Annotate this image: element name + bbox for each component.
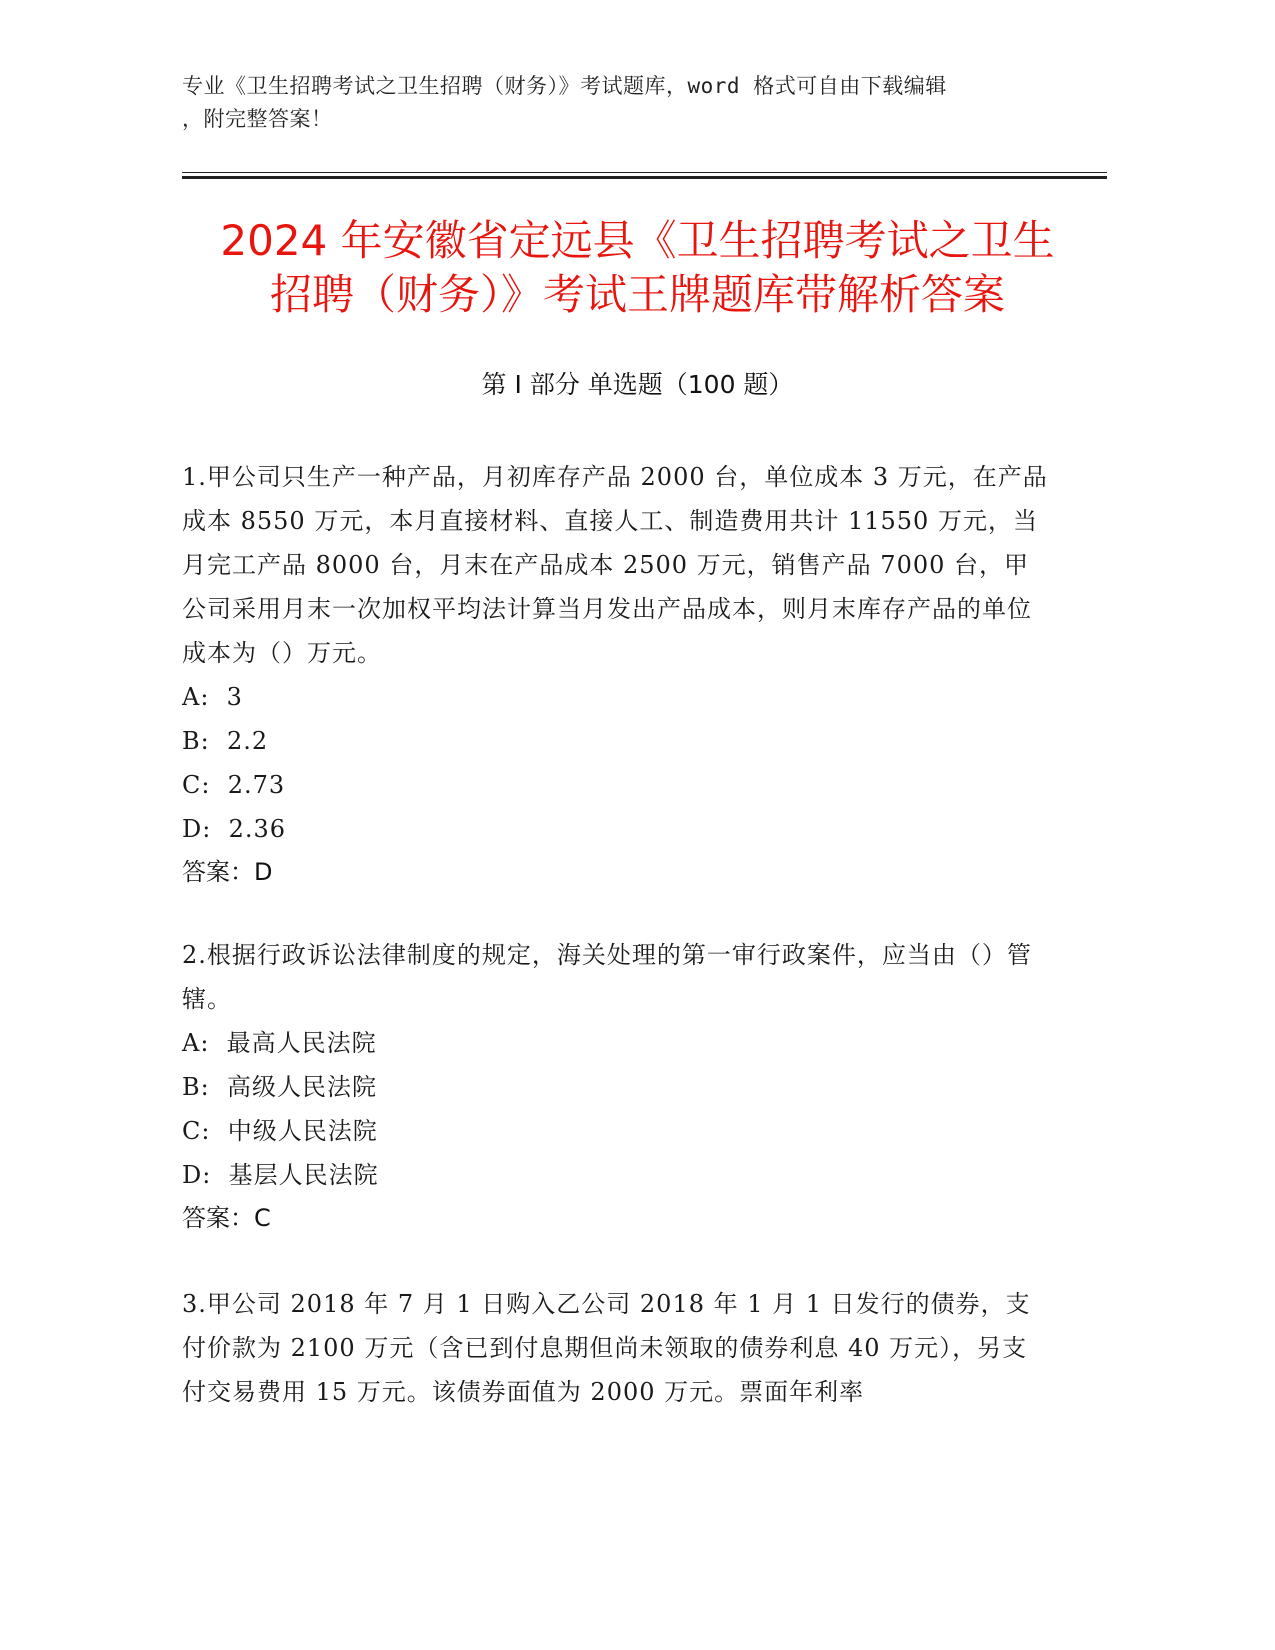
question-1 (182, 455, 1052, 893)
option-d: D: 2.36 (182, 815, 287, 843)
option-c: C: 中级人民法院 (182, 1117, 378, 1145)
header-note-line: ，附完整答案！ (182, 107, 333, 131)
header-divider-thick (182, 176, 1107, 179)
document-title-line: 招聘（财务）》考试王牌题库带解析答案 (269, 270, 1005, 319)
section-heading: 第 I 部分 单选题（100 题） (481, 370, 794, 399)
option-b: B: 高级人民法院 (182, 1073, 377, 1101)
document-title-line: 2024 年安徽省定远县《卫生招聘考试之卫生 (220, 216, 1055, 265)
document-title (150, 214, 1125, 322)
option-b: B: 2.2 (182, 727, 269, 755)
question-stem: 3.甲公司 2018 年 7 月 1 日购入乙公司 2018 年 1 月 1 日发行的债券，支付价款为 2100 万元（含已到付息期但尚未领取的债券利息 40 万元），另支付交易费用 15 万元。该债券面值为 2000 万元。票面年利率 (182, 1290, 1031, 1406)
answer: 答案：D (182, 858, 273, 886)
option-a: A: 最高人民法院 (182, 1029, 377, 1057)
header-note (182, 70, 1042, 136)
option-d: D: 基层人民法院 (182, 1161, 379, 1189)
option-a: A: 3 (182, 683, 243, 711)
question-stem: 2.根据行政诉讼法律制度的规定，海关处理的第一审行政案件，应当由（）管辖。 (182, 941, 1032, 1013)
option-c: C: 2.73 (182, 771, 286, 799)
question-3 (182, 1282, 1052, 1414)
question-stem: 1.甲公司只生产一种产品，月初库存产品 2000 台，单位成本 3 万元，在产品成本 8550 万元，本月直接材料、直接人工、制造费用共计 11550 万元，当月完工产品 8000 台，月末在产品成本 2500 万元，销售产品 7000 台，甲公司采用月末一次加权平均法计算当月发出产品成本，则月末库存产品的单位成本为（）万元。 (182, 463, 1048, 667)
answer: 答案：C (182, 1204, 271, 1232)
header-divider-thin (182, 172, 1107, 173)
header-note-line: 专业《卫生招聘考试之卫生招聘（财务）》考试题库，word 格式可自由下载编辑 (182, 74, 947, 98)
question-2 (182, 933, 1052, 1239)
